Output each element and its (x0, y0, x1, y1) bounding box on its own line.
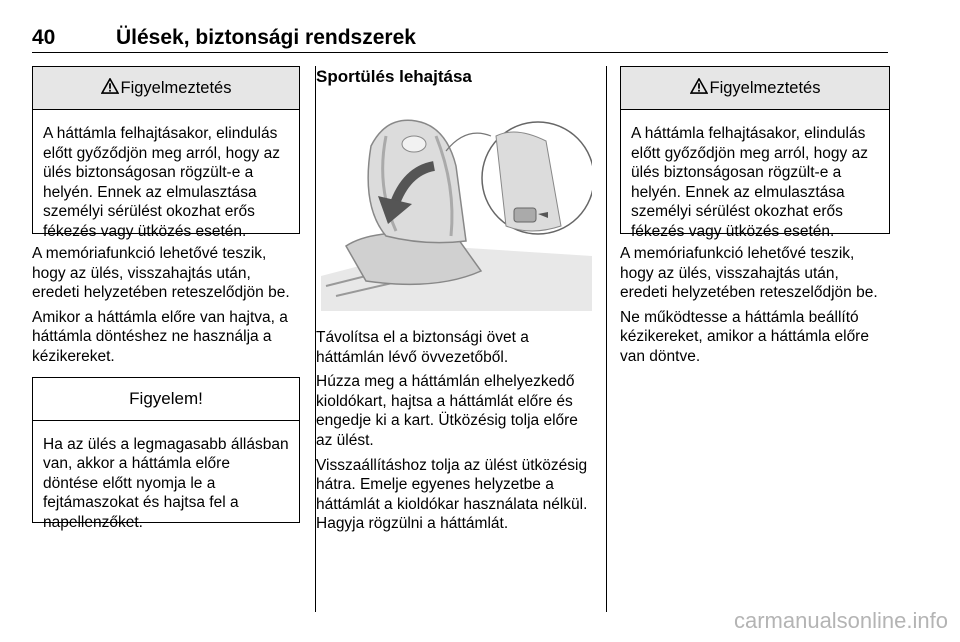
paragraph: Távolítsa el a biztonsági övet a háttámlán lévő övvezetőből. (316, 329, 529, 366)
paragraph: Húzza meg a háttámlán elhelyezkedő kioldókart, hajtsa a háttámlát előre és engedje ki a kart. Ütközésig tolja előre az ülést. (316, 373, 578, 449)
sport-seat-illustration (316, 96, 592, 311)
warning-box-header (33, 67, 299, 110)
warning-box (32, 66, 300, 240)
column-middle (316, 66, 592, 534)
paragraph: Amikor a háttámla előre van hajtva, a háttámla döntéshez ne használja a kézikereket. (32, 308, 288, 365)
column-right (620, 66, 890, 367)
column-divider (606, 66, 607, 612)
page-number: 40 (32, 26, 56, 49)
warning-box-title: Figyelmeztetés (120, 79, 232, 97)
section-title: Sportülés lehajtása (316, 67, 472, 86)
warning-box-text: A háttámla felhajtásakor, elindulás előtt győződjön meg arról, hogy az ülés biztonságosan rögzült-e a helyén. Ennek az elmulasztása személyi sérülést okozhat erős fékezés vagy ütközés esetén. (43, 125, 280, 240)
warning-box-header (621, 67, 889, 110)
warning-box-title: Figyelmeztetés (709, 79, 821, 97)
paragraph: Visszaállításhoz tolja az ülést ütközésig hátra. Emelje egyenes helyzetbe a háttámlát a kioldókar használata nélkül. Hagyja rögzülni a háttámlát. (316, 456, 588, 533)
column-left (32, 66, 300, 531)
warning-box (620, 66, 890, 240)
caution-box (32, 377, 300, 531)
paragraph: Ne működtesse a háttámla beállító kézikereket, amikor a háttámla előre van döntve. (620, 308, 869, 365)
chapter-title: Ülések, biztonsági rendszerek (116, 26, 416, 49)
warning-triangle-icon (101, 78, 119, 94)
watermark: carmanualsonline.info (733, 608, 948, 633)
caution-box-title: Figyelem! (33, 378, 299, 421)
caution-box-text: Ha az ülés a legmagasabb állásban van, akkor a háttámla előre döntése előtt nyomja le a fejtámaszokat és hajtsa fel a napellenzőket. (43, 435, 289, 531)
warning-box-text: A háttámla felhajtásakor, elindulás előtt győződjön meg arról, hogy az ülés biztonságosan rögzült-e a helyén. Ennek az elmulasztása személyi sérülést okozhat erős fékezés vagy ütközés esetén. (631, 125, 868, 240)
warning-triangle-icon (690, 78, 708, 94)
page-header (32, 16, 888, 53)
paragraph: A memóriafunkció lehetővé teszik, hogy az ülés, visszahajtás után, eredeti helyzetében reteszelődjön be. (620, 245, 878, 302)
paragraph: A memóriafunkció lehetővé teszik, hogy az ülés, visszahajtás után, eredeti helyzetében reteszelődjön be. (32, 245, 290, 302)
